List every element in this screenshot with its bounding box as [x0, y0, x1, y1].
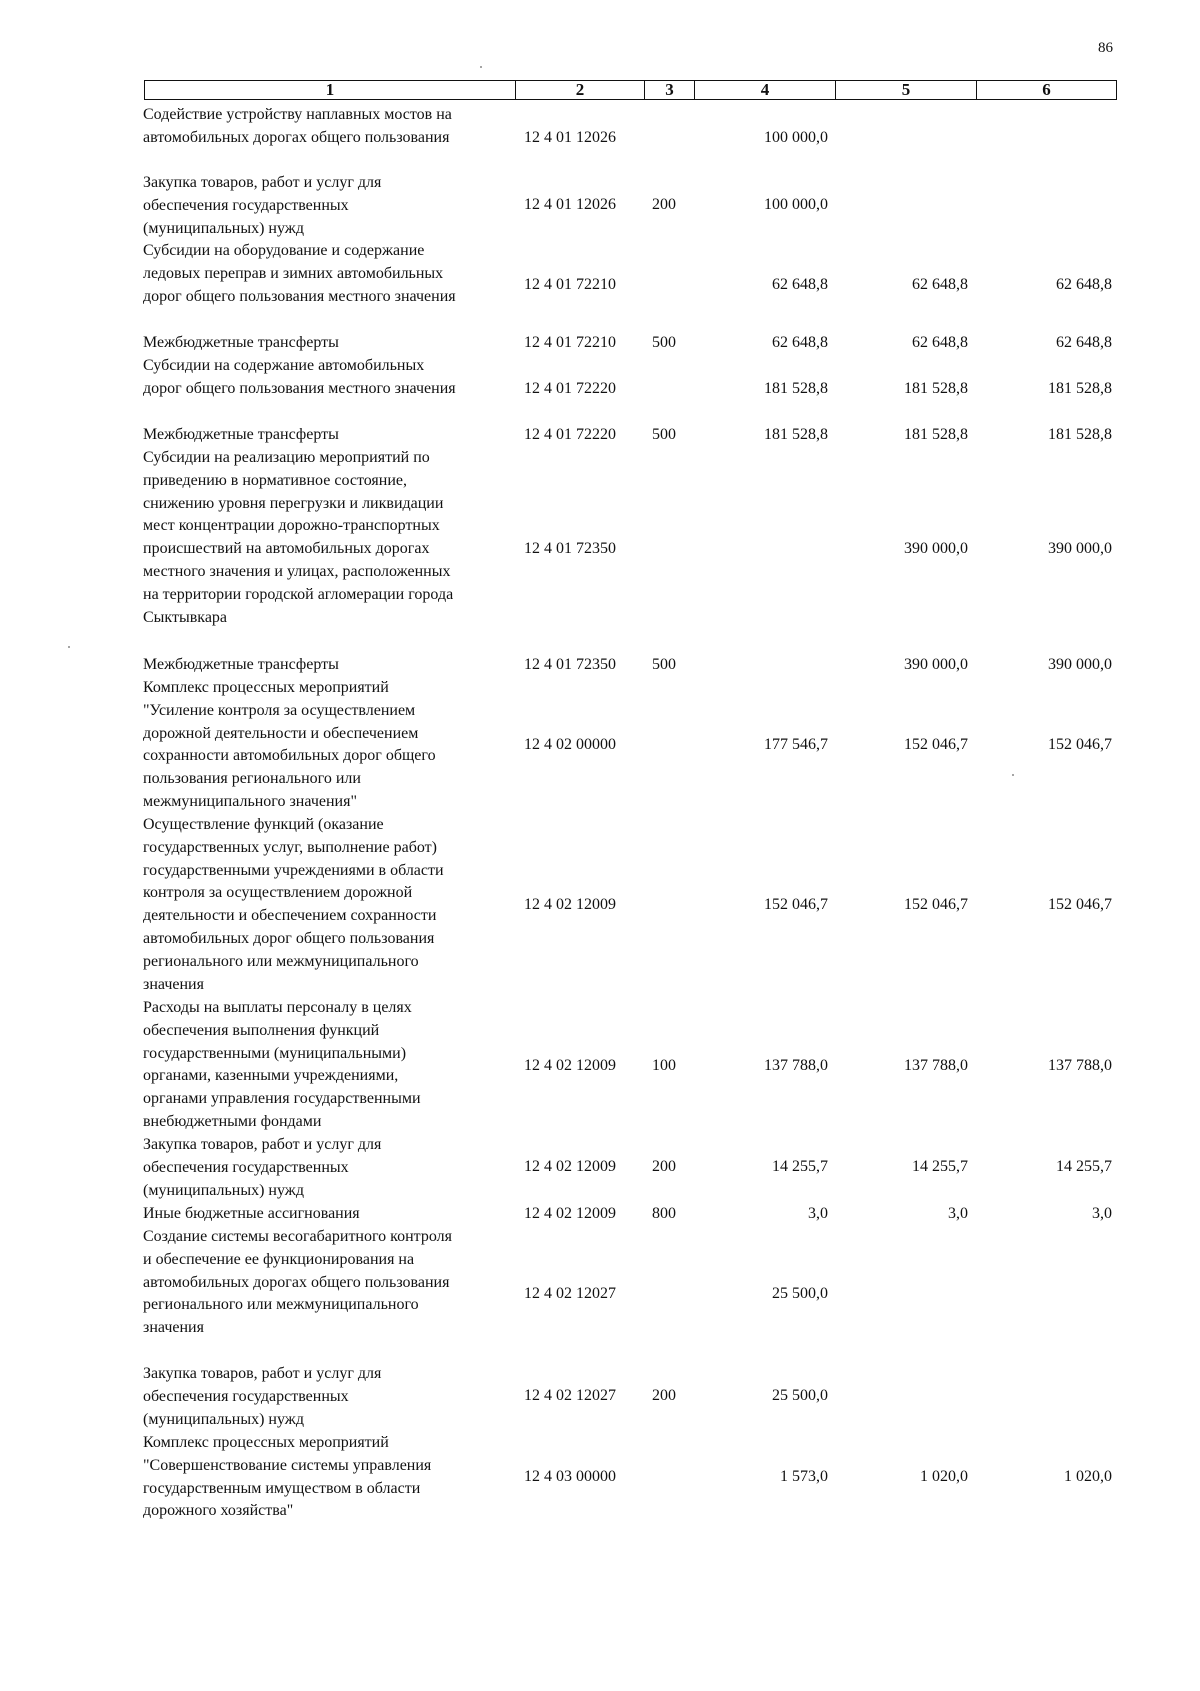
- row-value-4: 100 000,0: [764, 129, 828, 146]
- row-description: Иные бюджетные ассигнования: [143, 1205, 360, 1222]
- row-value-4: 3,0: [808, 1205, 828, 1222]
- header-col-6: 6: [1042, 80, 1051, 99]
- row-value-6: 3,0: [1092, 1205, 1112, 1222]
- row-value-4: 25 500,0: [772, 1387, 828, 1404]
- row-code: 12 4 02 12009: [524, 1057, 616, 1074]
- row-value-4: 181 528,8: [764, 380, 828, 397]
- row-description: Закупка товаров, работ и услуг для обеспечения государственных (муниципальных) нужд: [143, 1365, 382, 1428]
- table-row: [0, 332, 1200, 355]
- row-value-6: 152 046,7: [1048, 896, 1112, 913]
- table-row: [0, 240, 1200, 309]
- row-description: Комплекс процессных мероприятий "Усиление контроля за осуществлением дорожной деятельности и обеспечением сохранности автомобильных дорог общего пользования регионального или межмуниципального значения": [143, 679, 436, 810]
- row-description: Комплекс процессных мероприятий "Совершенствование системы управления государственным имуществом в области дорожного хозяйства": [143, 1434, 432, 1520]
- table-row: [0, 1203, 1200, 1226]
- row-type: 100: [652, 1057, 676, 1074]
- table-row: [0, 355, 1200, 401]
- header-col-3: 3: [645, 81, 695, 99]
- row-value-5: 181 528,8: [904, 426, 968, 443]
- row-value-6: 14 255,7: [1056, 1158, 1112, 1175]
- row-description: Субсидии на содержание автомобильных дорог общего пользования местного значения: [143, 357, 456, 397]
- row-type: 800: [652, 1205, 676, 1222]
- table-row: [0, 1432, 1200, 1524]
- row-code: 12 4 01 72220: [524, 380, 616, 397]
- row-value-6: 137 788,0: [1048, 1057, 1112, 1074]
- row-code: 12 4 03 00000: [524, 1468, 616, 1485]
- row-description: Содействие устройству наплавных мостов на автомобильных дорогах общего пользования: [143, 106, 452, 146]
- row-value-5: 137 788,0: [904, 1057, 968, 1074]
- row-description: Закупка товаров, работ и услуг для обеспечения государственных (муниципальных) нужд: [143, 174, 382, 237]
- row-description: Межбюджетные трансферты: [143, 334, 339, 351]
- table-row: [0, 104, 1200, 150]
- row-description: Субсидии на реализацию мероприятий по приведению в нормативное состояние, снижению уровня перегрузки и ликвидации мест концентрации дорожно-транспортных происшествий на автомобильных дорогах местного значения и улицах, расположенных на территории городской агломерации города Сыктывкара: [143, 449, 454, 626]
- scan-speck: [68, 646, 70, 648]
- row-code: 12 4 02 12009: [524, 1158, 616, 1175]
- row-value-6: 390 000,0: [1048, 656, 1112, 673]
- row-value-4: 177 546,7: [764, 736, 828, 753]
- row-value-5: 152 046,7: [904, 736, 968, 753]
- header-col-5: 5: [836, 81, 977, 99]
- row-code: 12 4 02 00000: [524, 736, 616, 753]
- header-col-2: 2: [516, 81, 645, 99]
- row-type: 200: [652, 1387, 676, 1404]
- row-value-5: 14 255,7: [912, 1158, 968, 1175]
- row-value-6: 1 020,0: [1064, 1468, 1112, 1485]
- row-type: 500: [652, 656, 676, 673]
- row-value-4: 14 255,7: [772, 1158, 828, 1175]
- table-row: [0, 1363, 1200, 1432]
- table-row: [0, 447, 1200, 630]
- table-row: [0, 1134, 1200, 1203]
- table-row: [0, 677, 1200, 814]
- table-header: [144, 80, 1117, 100]
- row-code: 12 4 01 12026: [524, 129, 616, 146]
- row-value-4: 181 528,8: [764, 426, 828, 443]
- row-type: 500: [652, 426, 676, 443]
- row-value-6: 181 528,8: [1048, 380, 1112, 397]
- row-code: 12 4 02 12027: [524, 1387, 616, 1404]
- table-row: [0, 424, 1200, 447]
- row-value-5: 390 000,0: [904, 540, 968, 557]
- row-value-5: 62 648,8: [912, 276, 968, 293]
- row-value-4: 62 648,8: [772, 334, 828, 351]
- row-description: Межбюджетные трансферты: [143, 656, 339, 673]
- row-value-5: 181 528,8: [904, 380, 968, 397]
- row-value-6: 390 000,0: [1048, 540, 1112, 557]
- row-value-4: 100 000,0: [764, 196, 828, 213]
- row-code: 12 4 02 12027: [524, 1285, 616, 1302]
- row-code: 12 4 02 12009: [524, 896, 616, 913]
- table-row: [0, 1226, 1200, 1340]
- header-col-1: 1: [145, 81, 516, 99]
- scan-speck: [1012, 774, 1014, 776]
- row-value-5: 390 000,0: [904, 656, 968, 673]
- row-value-6: 152 046,7: [1048, 736, 1112, 753]
- row-value-5: 3,0: [948, 1205, 968, 1222]
- table-row: [0, 172, 1200, 241]
- row-value-6: 181 528,8: [1048, 426, 1112, 443]
- row-description: Расходы на выплаты персоналу в целях обеспечения выполнения функций государственными (муниципальными) органами, казенными учреждениями, органами управления государственными внебюджетными фондами: [143, 999, 421, 1130]
- row-code: 12 4 01 72350: [524, 656, 616, 673]
- row-value-5: 62 648,8: [912, 334, 968, 351]
- row-value-4: 152 046,7: [764, 896, 828, 913]
- row-description: Субсидии на оборудование и содержание ледовых переправ и зимних автомобильных дорог общего пользования местного значения: [143, 242, 456, 305]
- table-row: [0, 654, 1200, 677]
- page-number: 86: [1098, 40, 1113, 56]
- row-type: 200: [652, 1158, 676, 1175]
- row-type: 200: [652, 196, 676, 213]
- row-description: Осуществление функций (оказание государственных услуг, выполнение работ) государственными учреждениями в области контроля за осуществлением дорожной деятельности и обеспечением сохранности автомобильных дорог общего пользования регионального или межмуниципального значения: [143, 816, 444, 993]
- header-col-4: 4: [695, 81, 836, 99]
- row-description: Межбюджетные трансферты: [143, 426, 339, 443]
- row-value-5: 1 020,0: [920, 1468, 968, 1485]
- row-description: Создание системы весогабаритного контроля и обеспечение ее функционирования на автомобильных дорогах общего пользования регионального или межмуниципального значения: [143, 1228, 452, 1337]
- row-code: 12 4 01 72220: [524, 426, 616, 443]
- row-value-6: 62 648,8: [1056, 334, 1112, 351]
- row-code: 12 4 01 72210: [524, 276, 616, 293]
- row-code: 12 4 01 12026: [524, 196, 616, 213]
- row-value-4: 1 573,0: [780, 1468, 828, 1485]
- row-value-4: 25 500,0: [772, 1285, 828, 1302]
- row-value-4: 62 648,8: [772, 276, 828, 293]
- row-value-6: 62 648,8: [1056, 276, 1112, 293]
- scan-speck: [480, 66, 482, 68]
- row-code: 12 4 01 72210: [524, 334, 616, 351]
- row-code: 12 4 01 72350: [524, 540, 616, 557]
- row-type: 500: [652, 334, 676, 351]
- row-value-5: 152 046,7: [904, 896, 968, 913]
- table-row: [0, 814, 1200, 997]
- table-row: [0, 997, 1200, 1134]
- row-code: 12 4 02 12009: [524, 1205, 616, 1222]
- row-description: Закупка товаров, работ и услуг для обеспечения государственных (муниципальных) нужд: [143, 1136, 382, 1199]
- row-value-4: 137 788,0: [764, 1057, 828, 1074]
